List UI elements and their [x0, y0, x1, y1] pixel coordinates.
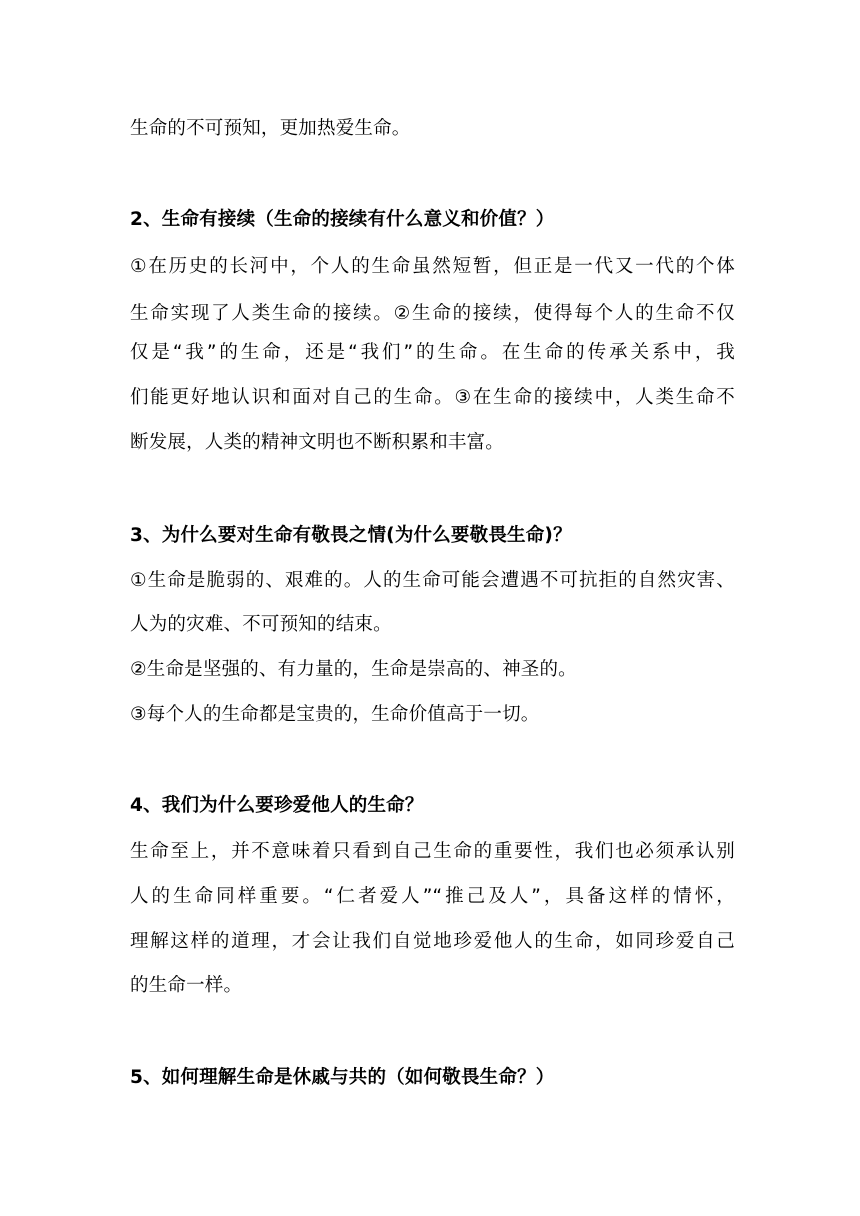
- section-3-line-1: ①生命是脆弱的、艰难的。人的生命可能会遭遇不可抗拒的自然灾害、: [130, 570, 735, 591]
- section-2-line-5: 断发展，人类的精神文明也不断积累和丰富。: [130, 432, 505, 453]
- section-3-line-3: ②生命是坚强的、有力量的，生命是崇高的、神圣的。: [130, 659, 577, 680]
- section-2-line-4: 们能更好地认识和面对自己的生命。③在生命的接续中，人类生命不: [130, 387, 735, 408]
- section-5-heading: 5、如何理解生命是休戚与共的（如何敬畏生命？）: [130, 1067, 555, 1088]
- section-2-heading: 2、生命有接续（生命的接续有什么意义和价值？）: [130, 209, 555, 230]
- section-3-line-2: 人为的灾难、不可预知的结束。: [130, 614, 392, 635]
- section-3-line-4: ③每个人的生命都是宝贵的，生命价值高于一切。: [130, 704, 540, 725]
- section-4-line-2: 人的生命同样重要。“仁者爱人”“推己及人”，具备这样的情怀，: [130, 886, 735, 907]
- section-2-line-3: 仅是“我”的生命，还是“我们”的生命。在生命的传承关系中，我: [130, 342, 735, 363]
- intro-line: 生命的不可预知，更加热爱生命。: [130, 118, 411, 139]
- section-3-heading: 3、为什么要对生命有敬畏之情(为什么要敬畏生命)？: [130, 525, 572, 546]
- section-4-line-4: 的生命一样。: [130, 975, 243, 996]
- section-2-line-2: 生命实现了人类生命的接续。②生命的接续，使得每个人的生命不仅: [130, 303, 735, 324]
- section-2-line-1: ①在历史的长河中，个人的生命虽然短暂，但正是一代又一代的个体: [130, 256, 735, 277]
- section-4-heading: 4、我们为什么要珍爱他人的生命？: [130, 795, 424, 816]
- section-4-line-3: 理解这样的道理，才会让我们自觉地珍爱他人的生命，如同珍爱自己: [130, 931, 735, 952]
- section-4-line-1: 生命至上，并不意味着只看到自己生命的重要性，我们也必须承认别: [130, 841, 735, 862]
